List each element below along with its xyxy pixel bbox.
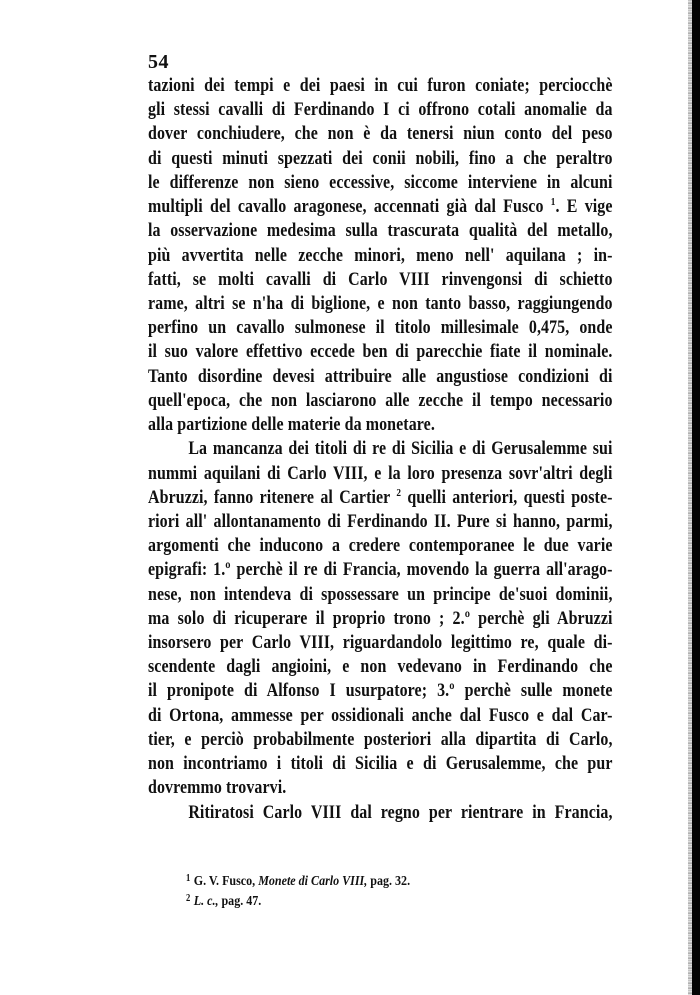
line-text: dovremmo trovarvi. — [148, 777, 287, 799]
text-line — [148, 147, 613, 171]
page-number: 54 — [148, 51, 169, 73]
footnote-author: G. V. Fusco, — [193, 874, 256, 889]
text-line — [148, 219, 613, 243]
footnote-title: Monete di Carlo VIII, — [258, 874, 368, 889]
footnote-ref-2[interactable]: 2 — [396, 486, 402, 499]
text-line — [148, 534, 613, 558]
text-line — [148, 122, 613, 146]
line-text: dover conchiudere, che non è da tenersi niun conto del peso — [148, 123, 613, 145]
text-line — [148, 316, 613, 340]
text-line — [148, 607, 613, 631]
line-text: Tanto disordine devesi attribuire alle angustiose condizioni di — [148, 365, 613, 387]
text-line — [148, 728, 613, 752]
line-text: riori all' allontanamento di Ferdinando II. Pure si hanno, parmi, — [148, 510, 613, 532]
text-line — [148, 389, 613, 413]
footnote-2 — [186, 890, 530, 910]
footnote-title: L. c., — [193, 894, 219, 909]
text-line — [148, 244, 613, 268]
text-line — [148, 801, 613, 825]
line-text: le differenze non sieno eccessive, siccome interviene in alcuni — [148, 171, 613, 193]
text-line — [148, 486, 613, 510]
footnote-page: pag. 32. — [370, 874, 411, 889]
text-line — [148, 631, 613, 655]
text-line — [148, 752, 613, 776]
footnote-page: pag. 47. — [221, 894, 262, 909]
line-text: La mancanza dei titoli di re di Sicilia e di Gerusalemme sui — [188, 438, 613, 460]
line-text: nummi aquilani di Carlo VIII, e la loro presenza sovr'altri degli — [148, 462, 613, 484]
line-text: ma solo di ricuperare il proprio trono ; 2.º perchè gli Abruzzi — [148, 607, 613, 629]
line-text: alla partizione delle materie da monetare. — [148, 414, 435, 436]
footnote-ref-1[interactable]: 1 — [550, 196, 556, 209]
line-text: insorsero per Carlo VIII, riguardandolo legittimo re, quale di- — [148, 632, 613, 654]
line-text: gli stessi cavalli di Ferdinando I ci offrono cotali anomalie da — [148, 99, 613, 121]
line-text: argomenti che inducono a credere contemporanee le due varie — [148, 535, 613, 557]
paragraph-2 — [148, 437, 613, 800]
line-text — [148, 486, 613, 510]
text-line — [148, 437, 613, 461]
line-text: di questi minuti spezzati dei conii nobili, fino a che peraltro — [148, 147, 613, 169]
line-text: nese, non intendeva di spossessare un principe de'suoi dominii, — [148, 583, 613, 605]
line-text: di Ortona, ammesse per ossidionali anche dal Fusco e dal Car- — [148, 704, 613, 726]
line-text: non incontriamo i titoli di Sicilia e di Gerusalemme, che pur — [148, 753, 613, 775]
footnotes — [186, 870, 586, 910]
line-text: perfino un cavallo sulmonese il titolo millesimale 0,475, onde — [148, 317, 613, 339]
paragraph-3 — [148, 801, 613, 825]
line-text — [148, 195, 613, 219]
text-line — [148, 195, 613, 219]
body-text — [148, 74, 613, 825]
line-text: più avvertita nelle zecche minori, meno nell' aquilana ; in- — [148, 244, 613, 266]
text-fragment: . E vige — [555, 196, 613, 218]
text-line — [148, 655, 613, 679]
text-line — [148, 776, 613, 800]
text-line — [148, 171, 613, 195]
line-text: rame, altri se n'ha di biglione, e non tanto basso, raggiungendo — [148, 292, 613, 314]
line-text: tazioni dei tempi e dei paesi in cui furon coniate; perciocchè — [148, 75, 613, 96]
text-line — [148, 558, 613, 582]
text-line — [148, 583, 613, 607]
line-text: tier, e perciò probabilmente posteriori alla dipartita di Carlo, — [148, 728, 613, 750]
text-line — [148, 268, 613, 292]
text-line — [148, 510, 613, 534]
line-text: fatti, se molti cavalli di Carlo VIII rinvengonsi di schietto — [148, 268, 613, 290]
line-text: la osservazione medesima sulla trascurata qualità del metallo, — [148, 220, 613, 242]
line-text: quell'epoca, che non lasciarono alle zecche il tempo necessario — [148, 389, 613, 411]
text-fragment: Abruzzi, fanno ritenere al Cartier — [148, 486, 391, 508]
scanned-page-edge — [692, 0, 700, 995]
footnote-1 — [186, 870, 530, 890]
line-text: epigrafi: 1.º perchè il re di Francia, movendo la guerra all'arago- — [148, 559, 613, 581]
paragraph-1 — [148, 74, 613, 437]
line-text: scendente dagli angioini, e non vedevano in Ferdinando che — [148, 656, 613, 678]
text-line — [148, 340, 613, 364]
text-line — [148, 462, 613, 486]
line-text: il pronipote di Alfonso I usurpatore; 3.º perchè sulle monete — [148, 680, 613, 702]
text-line — [148, 74, 613, 98]
text-line — [148, 98, 613, 122]
text-line — [148, 679, 613, 703]
text-line — [148, 292, 613, 316]
text-fragment: quelli anteriori, questi poste- — [401, 486, 613, 508]
footnote-mark: 2 — [186, 893, 191, 904]
footnote-mark: 1 — [186, 873, 191, 884]
text-line — [148, 413, 613, 437]
text-fragment: multipli del cavallo aragonese, accennati già dal Fusco — [148, 196, 544, 218]
line-text: Ritiratosi Carlo VIII dal regno per rientrare in Francia, — [188, 801, 613, 823]
text-line — [148, 365, 613, 389]
text-line — [148, 704, 613, 728]
line-text: il suo valore effettivo eccede ben di parecchie fiate il nominale. — [148, 341, 613, 363]
